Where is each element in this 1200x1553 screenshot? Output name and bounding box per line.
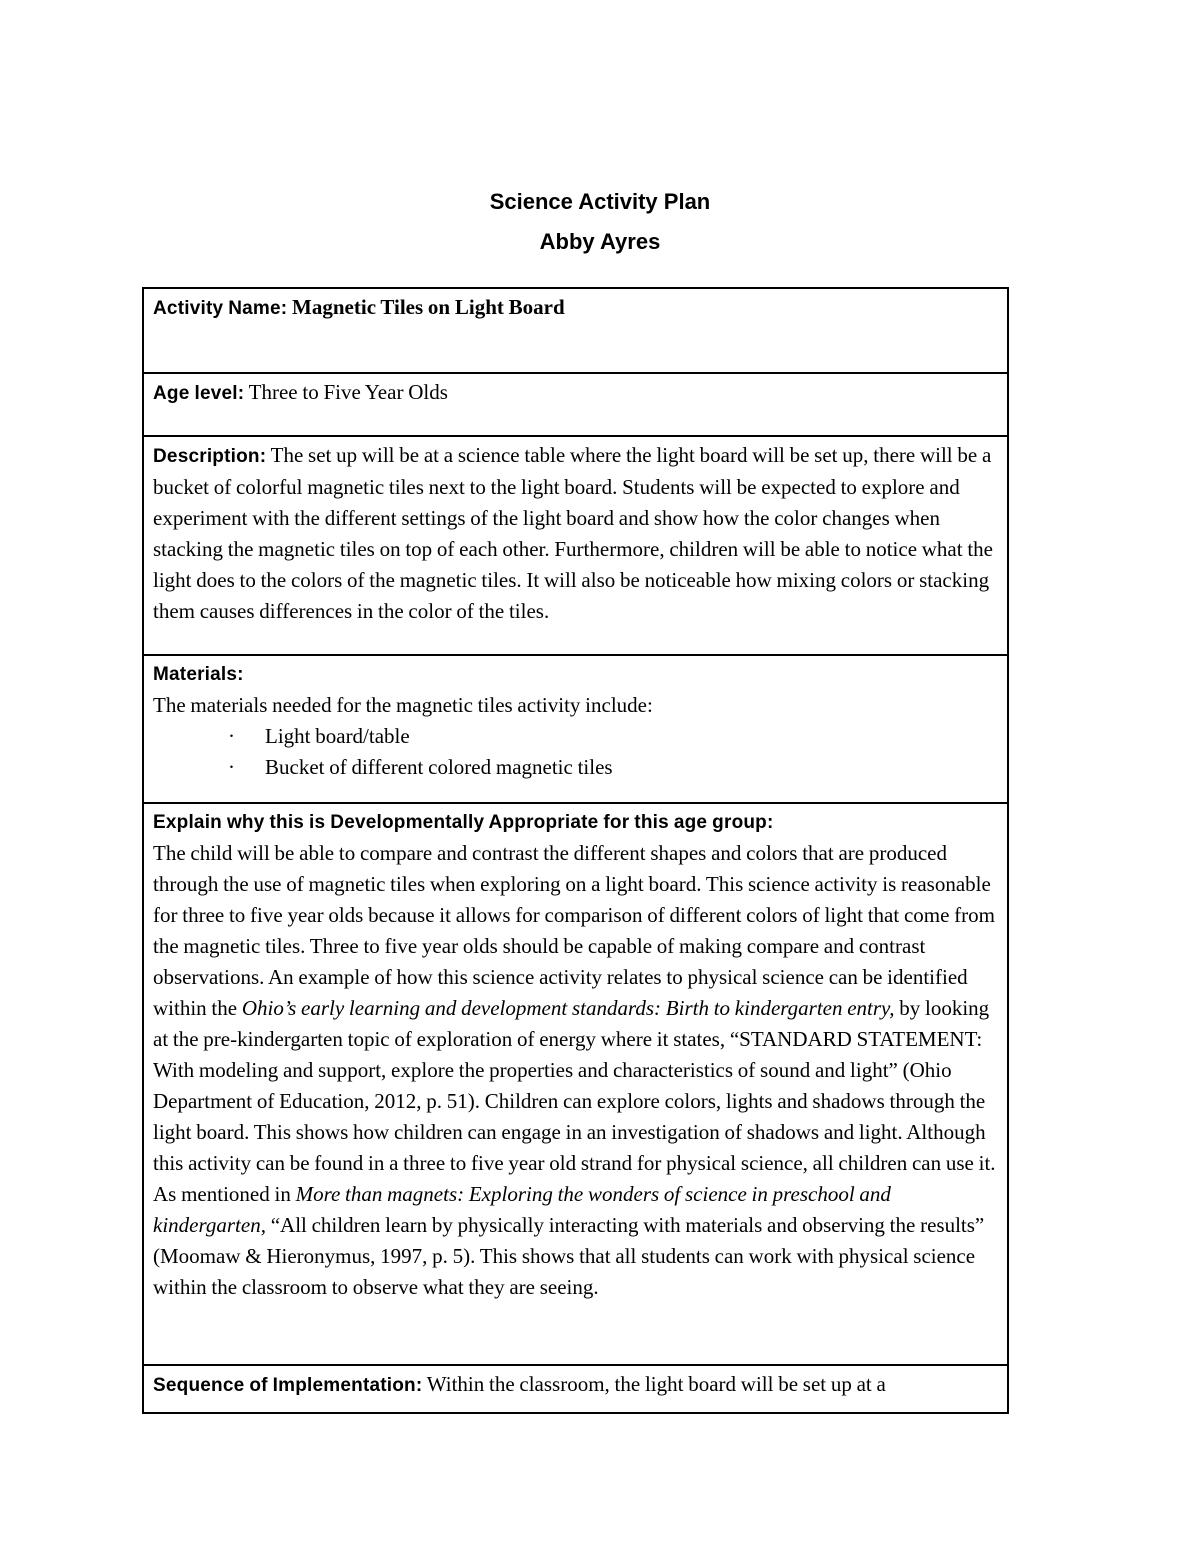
activity-name-cell: [143, 288, 1008, 373]
material-item: Light board/table: [265, 724, 410, 748]
explanation-text: [153, 838, 998, 1303]
explanation-cell: [143, 803, 1008, 1365]
materials-label: Materials:: [153, 664, 244, 685]
materials-cell: [143, 655, 1008, 803]
age-level-value: Three to Five Year Olds: [248, 380, 448, 404]
description-cell: [143, 436, 1008, 655]
material-item: Bucket of different colored magnetic tiles: [265, 755, 613, 779]
age-level-label: Age level:: [153, 383, 245, 404]
activity-plan-table: [142, 287, 1009, 1414]
age-level-cell: [143, 373, 1008, 436]
sequence-text: Within the classroom, the light board will be set up at a: [426, 1372, 886, 1396]
activity-name-label: Activity Name:: [153, 298, 288, 319]
explanation-part-3: “All children learn by physically interacting with materials and observing the results” (Moomaw & Hieronymus, 1997, p. 5). This shows that all students can work with physical science within the classroom to observe what they are seeing.: [153, 1213, 985, 1299]
ohio-standards-reference: Ohio’s early learning and development standards: Birth to kindergarten entry,: [241, 996, 895, 1020]
materials-intro: The materials needed for the magnetic tiles activity include:: [153, 693, 653, 717]
author-name: Abby Ayres: [539, 229, 661, 254]
table-row-age-level: [143, 373, 1008, 436]
table-row-sequence: [143, 1365, 1008, 1413]
more-than-magnets-reference: More than magnets: Exploring the wonders of science in preschool and kindergarten,: [153, 1182, 891, 1237]
bullet-icon: ·: [228, 724, 235, 748]
page-title: Science Activity Plan: [489, 189, 711, 214]
explanation-part-2: by looking at the pre-kindergarten topic of exploration of energy where it states, “STANDARD STATEMENT: With modeling and support, explore the properties and characteristics of sound and light” (Ohio Department of Education, 2012, p. 51). Children can explore colors, lights and shadows through the light board. This shows how children can engage in an investigation of shadows and light. Although this activity can be found in a three to five year old strand for physical science, all children can use it. As mentioned in: [153, 996, 996, 1206]
description-text: The set up will be at a science table where the light board will be set up, there will be a bucket of colorful magnetic tiles next to the light board. Students will be expected to explore and experiment with the different settings of the light board and show how the color changes when stacking the magnetic tiles on top of each other. Furthermore, children will be able to notice what the light does to the colors of the magnetic tiles. It will also be noticeable how mixing colors or stacking them causes differences in the color of the tiles.: [153, 443, 993, 623]
description-label: Description:: [153, 446, 267, 467]
list-item: [153, 752, 998, 783]
list-item: [153, 721, 998, 752]
explanation-label: Explain why this is Developmentally Appropriate for this age group:: [153, 812, 774, 833]
materials-list: [153, 721, 998, 783]
table-row-description: [143, 436, 1008, 655]
activity-name-value: Magnetic Tiles on Light Board: [292, 295, 565, 319]
table-row-materials: [143, 655, 1008, 803]
bullet-icon: ·: [228, 755, 235, 779]
explanation-part-1: The child will be able to compare and contrast the different shapes and colors that are produced through the use of magnetic tiles when exploring on a light board. This science activity is reasonable for three to five year olds because it allows for comparison of different colors of light that come from the magnetic tiles. Three to five year olds should be capable of making compare and contrast observations. An example of how this science activity relates to physical science can be identified within the: [153, 841, 996, 1020]
sequence-cell: [143, 1365, 1008, 1413]
sequence-label: Sequence of Implementation:: [153, 1375, 423, 1396]
table-row-developmental-explanation: [143, 803, 1008, 1365]
table-row-activity-name: [143, 288, 1008, 373]
